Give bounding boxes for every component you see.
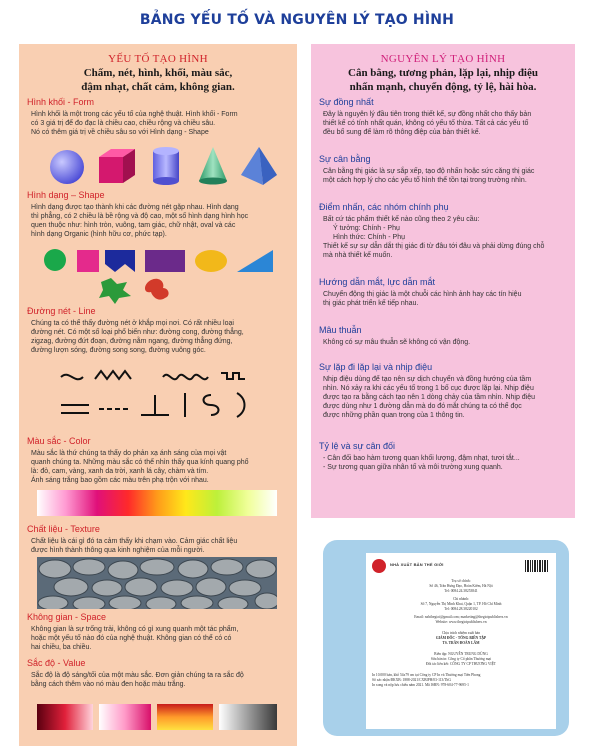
section-balance <box>319 154 534 185</box>
imprint-line: Số 46, Trần Hưng Đạo, Hoàn Kiếm, Hà Nội <box>429 584 493 588</box>
stone-texture-icon <box>37 557 277 609</box>
section-eye-guidance <box>319 277 521 308</box>
section-title: Hướng dẫn mắt, lực dẫn mắt <box>319 277 436 287</box>
section-rhythm <box>319 362 535 420</box>
elements-heading: YẾU TỐ TẠO HÌNH <box>108 53 208 65</box>
section-line: Ánh sáng trắng bao gồm các màu trên phạ trộn với nhau. <box>31 477 209 484</box>
section-line: bằng cách thêm vào nó màu đen hoặc màu trắng. <box>31 681 186 688</box>
imprint-line: Sửa bản in: Công ty Cổ phần Thương mại <box>430 657 492 661</box>
section-line: đều bổ sung để làm rõ thông điệp của bản thiết kế. <box>323 129 481 136</box>
section-texture <box>27 524 237 555</box>
imprint-line: In 10.000 bản, khổ 54x79 cm tại Công ty CP In và Thương mại Tiến Phong <box>372 673 481 677</box>
section-line: hoặc một yếu tố nào đó của nghệ thuật. Không gian có thể có có <box>31 635 232 642</box>
section-line: Hình thức: Chính - Phụ <box>333 234 405 241</box>
section-line: có 3 giá trị để đo đạc là chiều cao, chiều rộng và chiều sâu. <box>31 120 216 127</box>
imprint-line: Đối tác liên kết: CÔNG TY CP THƯƠNG VIỆT <box>426 662 496 666</box>
section-emphasis <box>319 202 544 260</box>
section-form <box>27 97 238 137</box>
section-line: Sắc độ là độ sáng/tối của một màu sắc. Đơn giản chúng ta ra sắc độ <box>31 672 244 679</box>
section-line: mà nhà thiết kế muốn. <box>323 252 393 259</box>
section-value <box>27 658 244 689</box>
elements-subheading-2: đậm nhạt, chất cảm, không gian. <box>81 81 235 93</box>
section-line: Không có sự mâu thuẫn sẽ không có vận động. <box>323 339 471 346</box>
imprint-line: Tel: 0084.28.38220102 <box>444 607 478 611</box>
section-line <box>27 306 244 355</box>
section-line: - Sự tương quan giữa nhân tố và môi trường xung quanh. <box>323 464 503 471</box>
section-line: đường nét. Có một số loại phổ biến như: đường cong, đường thẳng, <box>31 329 244 336</box>
principles-panel <box>311 44 575 518</box>
section-title: Điểm nhấn, các nhóm chính phụ <box>319 202 449 212</box>
section-line: được hình thành thông qua kinh nghiệm của mỗi người. <box>31 547 205 554</box>
section-line: Thiết kế sự sự dẫn dắt thị giác đi từ đâu tới đâu và phải dừng đúng chỗ <box>323 243 545 250</box>
form-3d-shapes-icon <box>49 145 279 187</box>
section-title: Sự lặp đi lặp lại và nhịp điệu <box>319 362 433 372</box>
elements-panel <box>19 44 297 746</box>
section-title: Tỷ lệ và sự cân đối <box>319 441 396 451</box>
imprint-line: Website: www.thegioipublishers.vn <box>435 620 487 624</box>
section-line: Màu sắc là thứ chúng ta thấy do phản xạ ánh sáng của mọi vật <box>31 450 227 457</box>
imprint-line: Số 7, Nguyễn Thị Minh Khai, Quận 1, TP. Hồ Chí Minh <box>420 602 502 606</box>
section-unity <box>319 97 531 137</box>
imprint-line: Trụ sở chính: <box>451 579 471 583</box>
section-line: Nó có thêm giá trị về chiều sâu so với Hình dạng - Shape <box>31 129 209 136</box>
imprint-line: TS. TRẦN ĐOÀN LÂM <box>442 641 480 645</box>
principles-heading: NGUYÊN LÝ TẠO HÌNH <box>380 53 506 65</box>
principles-heading-block <box>311 44 575 93</box>
section-space <box>27 612 238 652</box>
section-line: được dùng như 1 đường dẫn mà do đó mắt chúng ta có thể đọc <box>323 403 522 410</box>
section-line: thì phẳng, có 2 chiều là bề rộng và độ cao, một số hình dạng hình học <box>31 213 249 220</box>
section-contradiction <box>319 325 470 347</box>
section-line: Nhịp điệu dùng để tạo nên sự dịch chuyển và đồng hướng của tầm <box>323 376 532 383</box>
flat-shapes-icon <box>41 248 277 304</box>
section-line: Cân bằng thị giác là sự sắp xếp, tạo độ nhấn hoặc sức căng thị giác <box>323 168 535 175</box>
imprint-line: Tel: 0084.24.38253841 <box>444 589 478 593</box>
section-shape <box>27 190 248 239</box>
section-line: Bất cứ tác phẩm thiết kế nào cũng theo 2 yêu cầu: <box>323 216 480 223</box>
imprint-line: Chịu trách nhiệm xuất bản <box>441 631 481 635</box>
section-title: Mâu thuẫn <box>319 325 362 335</box>
section-line: quen thuộc như: hình tròn, vuông, tam giác, chữ nhật, oval và các <box>31 222 236 229</box>
imprint-line: Biên tập: NGUYỄN TRUNG DŨNG <box>434 652 488 656</box>
section-line: - Cân đối bao hàm tương quan khối lượng, đậm nhạt, tươi tắt... <box>323 455 520 462</box>
section-title: Hình dạng – Shape <box>27 190 105 200</box>
color-spectrum-icon <box>37 490 277 516</box>
section-line: zigzag, đường đứt đoạn, đường nằm ngang, đường thẳng đứng, <box>31 338 233 345</box>
imprint-line: Chi nhánh: <box>453 597 469 601</box>
section-proportion <box>319 441 520 472</box>
publisher-name: NHÀ XUẤT BẢN THẾ GIỚI <box>390 562 444 567</box>
section-title: Chất liệu - Texture <box>27 524 100 534</box>
section-line: Chuyển động thị giác là một chuỗi các hình ảnh hay các tín hiệu <box>323 291 522 298</box>
publisher-logo-icon <box>372 559 386 573</box>
elements-subheading-1: Chấm, nét, hình, khối, màu sắc, <box>83 67 233 79</box>
imprint-line: GIÁM ĐỐC - TỔNG BIÊN TẬP <box>435 636 487 640</box>
section-line: Hình khối là một trong các yếu tố của nghệ thuật. Hình khối - Form <box>31 111 238 118</box>
section-line: được những phần quan trọng của 1 thông tin. <box>323 412 465 419</box>
section-title: Đường nét - Line <box>27 306 96 316</box>
imprint-line: In xong và nộp lưu chiểu năm 2021. Mã ISBN: 978-604-77-9695-1 <box>372 683 469 687</box>
section-title: Sự cân bằng <box>319 154 371 164</box>
section-line: hai chiều, ba chiều. <box>31 644 92 651</box>
page-title: BẢNG YẾU TỐ VÀ NGUYÊN LÝ TẠO HÌNH <box>139 12 455 28</box>
section-title: Sắc độ - Value <box>27 658 86 668</box>
section-line: Chất liệu là cái gì đó ta cảm thấy khi chạm vào. Cảm giác chất liệu <box>31 538 238 545</box>
section-line: thị giác phát triển kế tiếp nhau. <box>323 300 419 307</box>
section-title: Hình khối - Form <box>27 97 95 107</box>
section-line: đường lượn sóng, đường song song, đường vuông góc. <box>31 347 206 354</box>
barcode-icon <box>524 559 550 575</box>
section-color <box>27 436 249 485</box>
section-line: là: đỏ, cam, vàng, xanh da trời, xanh lá cây, chàm và tím. <box>31 468 209 475</box>
section-line: được tạo ra bằng cách tạo nên 1 dòng chảy của tầm nhìn. Nhịp điệu <box>323 394 536 401</box>
section-line: Đây là nguyên lý đầu tiên trong thiết kế, sự đồng nhất cho thấy bản <box>323 111 532 118</box>
value-gradients-icon <box>37 704 277 730</box>
section-line: Không gian là sự trống trải, không có gì xung quanh một tác phẩm, <box>31 626 239 633</box>
section-title: Màu sắc - Color <box>27 436 91 446</box>
section-title: Không gian - Space <box>27 612 107 622</box>
section-line: hình dạng Organic (hình hữu cơ, phức tạp). <box>31 231 167 238</box>
section-title: Sự đồng nhất <box>319 97 374 107</box>
section-line: Chúng ta có thể thấy đường nét ở khắp mọi nơi. Có rất nhiều loại <box>31 320 234 327</box>
imprint-line: Email: nxbthegioi@gmail.com; marketing@thegioipublishers.vn <box>414 615 508 619</box>
principles-subheading-2: nhấn mạnh, chuyển động, tỷ lệ, hài hòa. <box>349 81 537 93</box>
publisher-imprint <box>366 553 556 729</box>
section-line: Hình dạng được tạo thành khi các đường nét gặp nhau. Hình dạng <box>31 204 239 211</box>
elements-heading-block <box>19 44 297 93</box>
section-line: một cách hợp lý cho các yếu tố hình thể tồn tại trong trường nhìn. <box>323 177 527 184</box>
principles-subheading-1: Cân bằng, tương phản, lặp lại, nhịp điệu <box>348 67 538 79</box>
line-types-icon <box>59 369 259 421</box>
imprint-line: Số xác nhận ĐKXB: 1888-2021/CXBIPH/03-113/ThG <box>372 678 451 682</box>
section-line: quanh chúng ta. Những màu sắc có thể nhìn thấy qua kính quang phổ <box>31 459 249 466</box>
section-line: nhìn. Nó xảy ra khi các yếu tố trong 1 bố cục được lặp lại. Nhịp điệu <box>323 385 534 392</box>
section-line: thiết kế có tính nhất quán, không có yếu tố thừa. Tất cả các yếu tố <box>323 120 529 127</box>
section-line: Ý tưởng: Chính - Phụ <box>333 225 400 232</box>
